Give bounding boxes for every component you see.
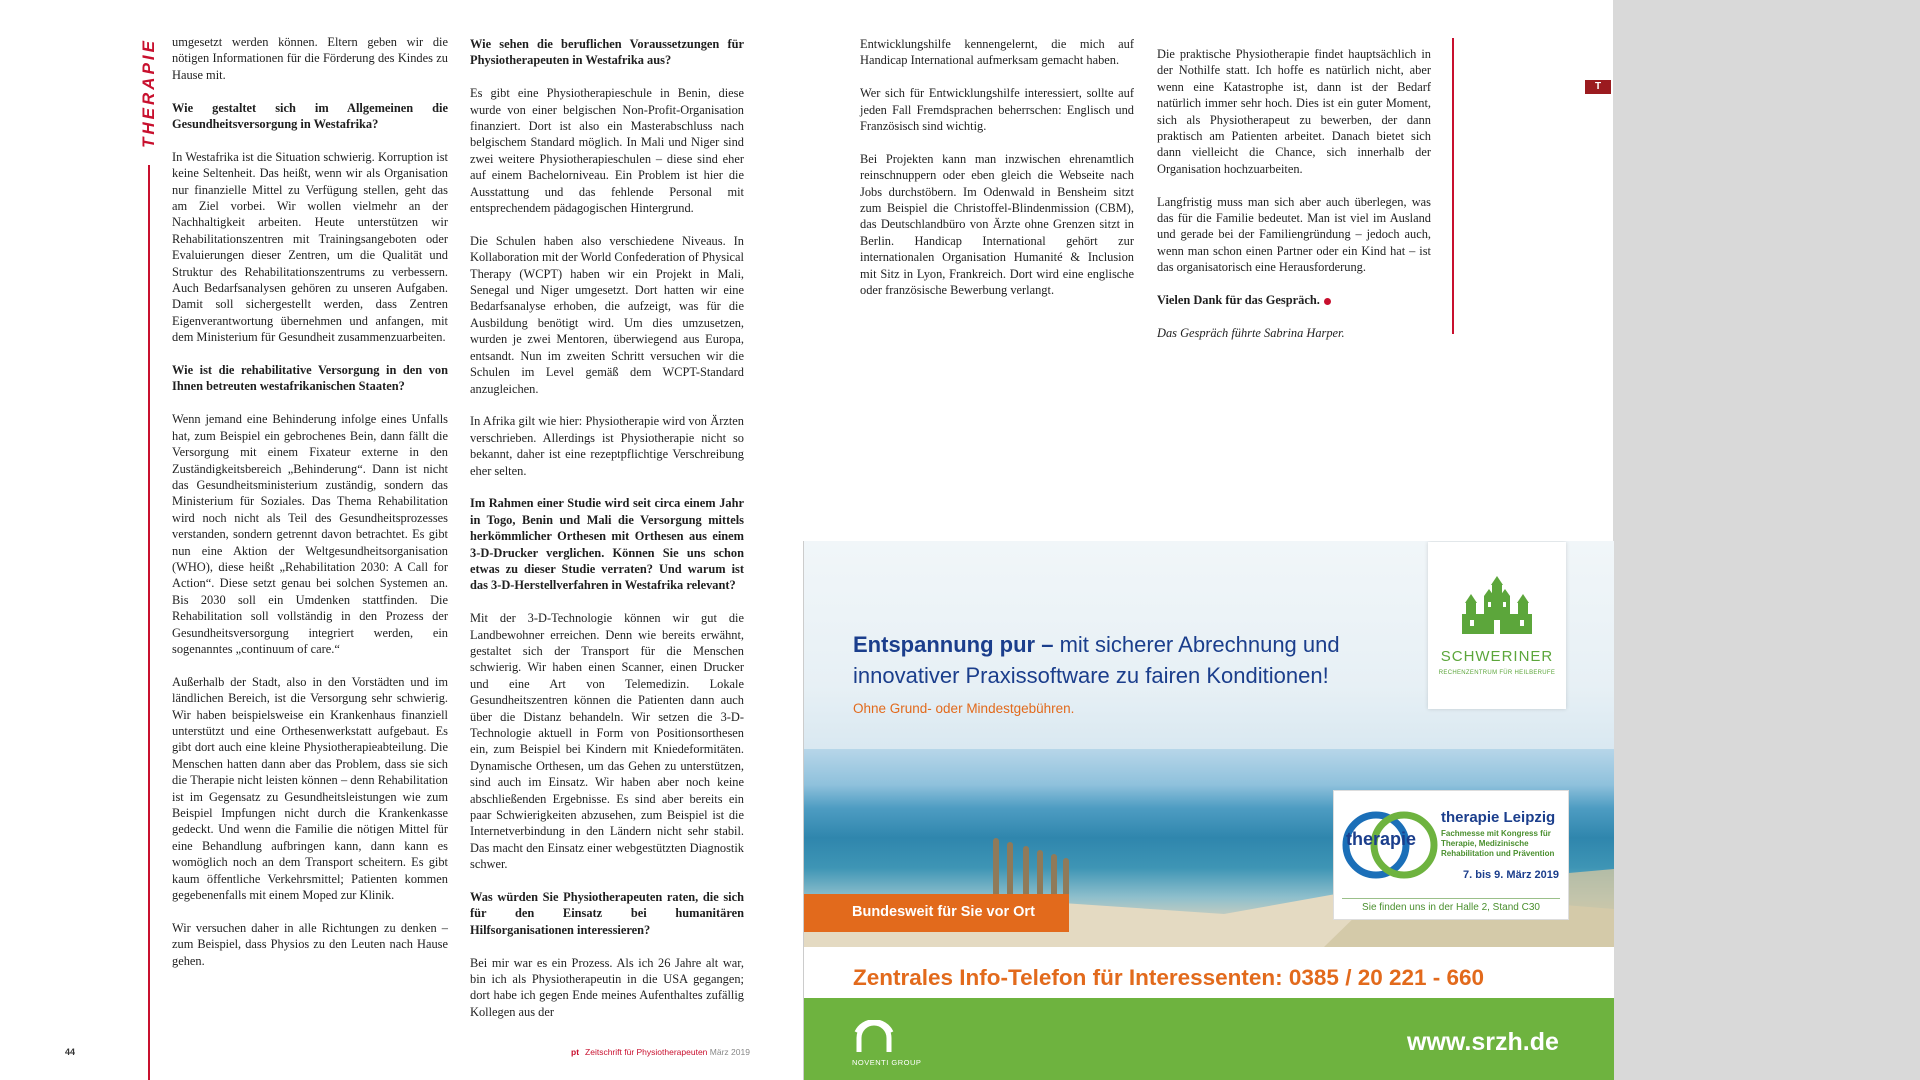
article-column-1 <box>172 34 448 969</box>
article-column-3 <box>860 36 1134 298</box>
paragraph: Es gibt eine Physiotherapieschule in Benin, diese wurde von einer belgischen Non-Profit-Organisation finanziert. Dort ist also ein Masterabschluss nach belgischem Standard möglich. In Mali und Niger sind zwei weitere Physiotherapieschulen – diese sind eher auf einem Bachelorniveau. Ein Problem ist hier die Ausstattung und das fehlende Personal mit entsprechendem pädagogischen Hintergrund. <box>470 86 744 216</box>
ad-phone-line: Zentrales Info-Telefon für Interessenten: 0385 / 20 221 - 660 <box>853 965 1485 990</box>
interview-question: Wie ist die rehabilitative Versorgung in den von Ihnen betreuten westafrikanischen Staaten? <box>172 363 448 394</box>
fair-title: therapie Leipzig <box>1441 809 1556 826</box>
ad-orange-band <box>804 894 1069 932</box>
footer-brand: pt <box>571 1047 580 1057</box>
paragraph: Bei Projekten kann man inzwischen ehrenamtlich reinschnuppern oder eben gleich die Webseite nach Jobs durchstöbern. Im Odenwald in Bensheim sitzt zum Beispiel die Christoffel-Blindenmission (CBM), das Deutschlandbüro von Ärzte ohne Grenzen sitzt in Berlin. Handicap International gehört zur internationalen Organisation Humanité & Inclusion mit Sitz in Lyon, Frankreich. Dort wird eine englische oder französische Bewerbung verlangt. <box>860 151 1134 298</box>
left-red-rule <box>148 165 150 1080</box>
paragraph: In Westafrika ist die Situation schwierig. Korruption ist keine Seltenheit. Das heißt, wenn wir als Organisation nur finanzielle Mittel zu Verfügung stellen, geht das am Ziel vorbei. Wir wollen vielmehr an der Nachhaltigkeit arbeiten. Heute unterstützen wir Rehabilitationszentren mit Trainingsangeboten oder Evaluierungen dieser Zentren, um die Qualität und Struktur des Rehabilitationszentrums zu verbessern. Auch Bedarfsanalysen gehören zu unseren Aufgaben. Damit soll sichergestellt werden, dass Zentren Eigenverantwortung übernehmen und anfangen, mit dem Ministerium für Gesundheit zusammenzuarbeiten. <box>172 149 448 345</box>
page-footer <box>571 1047 750 1057</box>
ad-headline-rest: mit sicherer Abrechnung und innovativer Praxissoftware zu fairen Konditionen! <box>853 632 1340 688</box>
paragraph: Wenn jemand eine Behinderung infolge eines Unfalls hat, zum Beispiel ein gebrochenes Bein, dann fällt die Versorgung mit einem Fixateur externe in den Zuständigkeitsbereich „Behinderung“. Dann ist nicht das Gesundheitsministerium zuständig, sondern das Ministerium für Soziales. Das Thema Rehabilitation wird noch nicht als Teil des Gesundheitsprozesses verstanden, sondern getrennt davon betrachtet. Es gibt nun eine Aktion der Weltgesundheitsorganisation (WHO), diese heißt „Rehabilitation 2030: A Call for Action“. Diese setzt genau bei solchen Systemen an. Bis 2030 soll ein Umdenken stattfinden. Die Rehabilitation soll vollständig in den Prozess der Gesundheitsversorgung integriert werden, ein sogenanntes „continuum of care.“ <box>172 412 448 656</box>
closing-thanks-text: Vielen Dank für das Gespräch. <box>1157 293 1320 308</box>
paragraph: Langfristig muss man sich aber auch überlegen, was das für die Familie bedeutet. Man ist viel im Ausland und gerade bei der Familiengründung – jedoch auch, wenn man schon einen Partner oder ein Kind hat – ist das organisatorisch eine Herausforderung. <box>1157 194 1431 275</box>
article-column-2 <box>470 36 744 1020</box>
end-mark-icon <box>1324 298 1331 305</box>
page-number: 44 <box>65 1047 76 1057</box>
fair-description: Fachmesse mit Kongress für Therapie, Medizinische Rehabilitation und Prävention <box>1441 829 1555 858</box>
paragraph: Mit der 3-D-Technologie können wir gut die Landbewohner erreichen. Denn wie bereits erwähnt, gestaltet sich der Transport für die Menschen schwierig. Wir haben einen Scanner, einen Drucker und eine Art von Telemedizin. Lokale Gesundheitszentren können die Patienten dann auch über die Distanz behandeln. Wir setzen die 3-D-Technologie aktuell in Form von Positionsorthesen ein, zum Beispiel bei Kindern mit Kniedeformitäten. Dynamische Orthesen, um das Gehen zu unterstützen, sind auch im Einsatz. Wir haben aber noch keine abschließenden Ergebnisse. Es sind aber bereits ein paar Schwierigkeiten abzusehen, zum Beispiel ist die Internetverbindung in den Ländern nicht sehr stabil. Das macht den Einsatz einer webgestützten Diagnostik schwer. <box>470 611 744 872</box>
paragraph: Außerhalb der Stadt, also in den Vorstädten und im ländlichen Bereich, ist die Versorgung sehr schwierig. Wir haben beispielsweise ein Krankenhaus finanziell unterstützt und eine Orthesenwerkstatt aufgebaut. Es gibt dort auch eine kleine Physiotherapieabteilung. Die Menschen hatten dann aber das Problem, dass sie sich die Therapie nicht leisten können – denn Rehabilitation ist im Gegensatz zu Gesundheitsleistungen wie zum Beispiel Impfungen nicht durch die Krankenkasse gedeckt. Und wenn die Familie die nötigen Mittel für eine Behandlung aufbringen kann, dann kann es womöglich noch an dem Transport scheitern. Es gibt kaum öffentliche Verkehrsmittel; Patienten kommen gegebenenfalls mit einem Moped zur Klinik. <box>172 674 448 903</box>
paragraph: Entwicklungshilfe kennengelernt, die mich auf Handicap International aufmerksam gemacht haben. <box>860 37 1134 68</box>
paragraph: Die Schulen haben also verschiedene Niveaus. In Kollaboration mit der World Confederation of Physical Therapy (WCPT) haben wir ein Projekt in Mali, Senegal und Niger umgesetzt. Dort hatten wir eine Bedarfsanalyse erhoben, die aufzeigt, was für die Ausbildung benötigt wird. Um dies umzusetzen, wurden je zwei Mentoren, überwiegend aus Europa, entsandt. Nun im zweiten Schritt versuchen wir die Schulen im Level gemäß dem WCPT-Standard anzugleichen. <box>470 233 744 396</box>
ad-band-text: Bundesweit für Sie vor Ort <box>852 904 1035 920</box>
paragraph: umgesetzt werden können. Eltern geben wir die nötigen Informationen für die Förderung des Kindes zu Hause mit. <box>172 35 448 82</box>
page-gutter-panel <box>1613 0 1920 1080</box>
schweriner-logo <box>1428 542 1566 709</box>
right-red-rule <box>1452 38 1454 334</box>
interview-signoff: Das Gespräch führte Sabrina Harper. <box>1157 325 1345 340</box>
section-tag: THERAPIE <box>139 38 158 148</box>
logo-tagline: RECHENZENTRUM FÜR HEILBERUFE <box>1438 670 1556 676</box>
section-tab: T <box>1585 80 1611 94</box>
article-column-4 <box>1157 46 1431 341</box>
ad-url[interactable]: www.srzh.de <box>1407 1028 1559 1056</box>
closing-thanks <box>1157 292 1431 308</box>
ad-headline-bold: Entspannung pur – <box>853 632 1054 657</box>
fair-logo-word: therapie <box>1346 829 1417 849</box>
paragraph: Wer sich für Entwicklungshilfe interessiert, sollte auf jeden Fall Fremdsprachen beherrschen: Englisch und Französisch sind wichtig. <box>860 86 1134 134</box>
ad-subline: Ohne Grund- oder Mindestgebühren. <box>853 701 1075 716</box>
advertisement <box>803 541 1614 1080</box>
paragraph: In Afrika gilt wie hier: Physiotherapie wird von Ärzten verschrieben. Allerdings ist Physiotherapie nicht so bekannt, daher ist eine rezeptpflichtige Verschreibung eher selten. <box>470 414 744 478</box>
footer-title: Zeitschrift für Physiotherapeuten <box>585 1047 708 1057</box>
paragraph: Die praktische Physiotherapie findet hauptsächlich in der Nothilfe statt. Ich hoffe es natürlich nicht, aber wenn eine Katastrophe ist, dann ist der Bedarf natürlich immer sehr hoch. Dies ist ein guter Moment, sich als Physiotherapeut zu bewerben, der dann praktisch am Patienten arbeitet. Danach bietet sich dann vielleicht die Chance, sich innerhalb der Organisation hochzuarbeiten. <box>1157 47 1431 176</box>
interview-question: Im Rahmen einer Studie wird seit circa einem Jahr in Togo, Benin und Mali die Versorgung mittels herkömmlicher Orthesen mit Orthesen aus einem 3-D-Drucker verglichen. Können Sie uns schon etwas zu dieser Studie verraten? Und warum ist das 3-D-Herstellverfahren in Westafrika relevant? <box>470 496 744 593</box>
ad-headline <box>853 629 1373 691</box>
paragraph: Bei mir war es ein Prozess. Als ich 26 Jahre alt war, bin ich als Physiotherapeutin in die USA gegangen; dort habe ich gegen Ende meines Aufenthaltes zufällig Kollegen aus der <box>470 955 744 1019</box>
noventi-group-label: NOVENTI GROUP <box>852 1058 922 1067</box>
trade-fair-box <box>1333 790 1569 920</box>
ad-green-band <box>804 998 1614 1080</box>
interview-question: Wie sehen die beruflichen Voraussetzungen für Physiotherapeuten in Westafrika aus? <box>470 37 744 68</box>
interview-question: Wie gestaltet sich im Allgemeinen die Gesundheitsversorgung in Westafrika? <box>172 100 448 132</box>
fair-dates: 7. bis 9. März 2019 <box>1463 869 1559 881</box>
logo-name: SCHWERINER <box>1440 648 1554 665</box>
footer-date: März 2019 <box>709 1047 750 1057</box>
interview-question: Was würden Sie Physiotherapeuten raten, die sich für den Einsatz bei humanitären Hilfsorganisationen interessieren? <box>470 890 744 937</box>
fair-booth: Sie finden uns in der Halle 2, Stand C30 <box>1342 898 1560 913</box>
castle-logo-icon <box>1456 576 1538 636</box>
noventi-logo-icon <box>854 1020 894 1056</box>
paragraph: Wir versuchen daher in alle Richtungen zu denken – zum Beispiel, dass Physios zu den Leuten nach Hause gehen. <box>172 920 448 968</box>
